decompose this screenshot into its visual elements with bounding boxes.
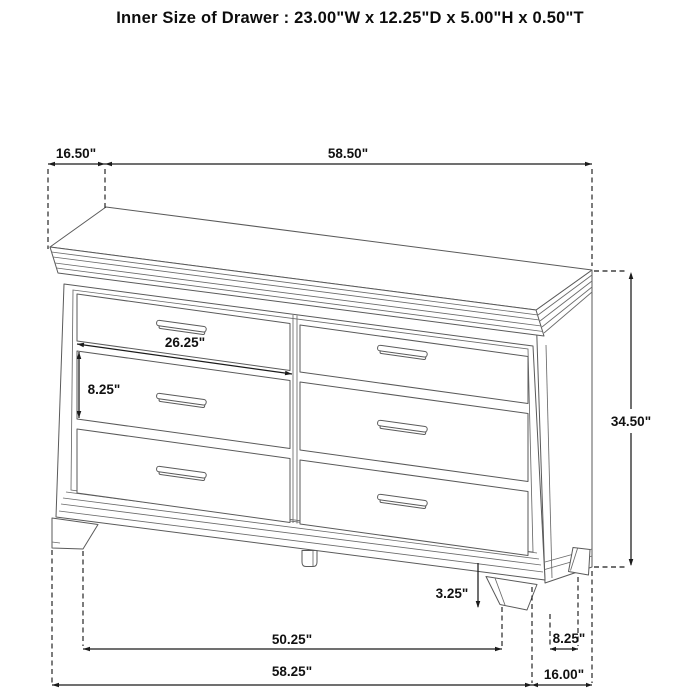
dim-front-leg-span-label: 50.25" — [271, 632, 313, 647]
dim-leg-height-label: 3.25" — [435, 586, 469, 601]
dim-overall-depth — [532, 571, 592, 687]
dresser-right-side — [536, 270, 592, 583]
dim-base-width-label: 58.25" — [271, 664, 313, 679]
leg-front-left — [52, 518, 98, 549]
dim-top-width-label: 58.50" — [327, 146, 369, 161]
dresser-figure — [50, 207, 592, 610]
leg-center — [302, 551, 317, 567]
dim-overall-height — [594, 271, 651, 567]
dim-side-leg-span-label: 8.25" — [552, 631, 586, 646]
leg-back-right — [569, 548, 591, 576]
dim-drawer-height-label: 8.25" — [87, 382, 121, 397]
dim-base-width — [52, 550, 532, 687]
dim-side-leg-span — [550, 577, 585, 651]
page-title: Inner Size of Drawer : 23.00"W x 12.25"D x 5.00"H x 0.50"T — [116, 9, 584, 27]
dim-overall-height-label: 34.50" — [610, 414, 652, 429]
dim-overall-depth-label: 16.00" — [543, 667, 585, 682]
dim-drawer-width-label: 26.25" — [164, 335, 206, 350]
dim-top-depth-label: 16.50" — [55, 146, 97, 161]
leg-front-right — [486, 577, 537, 611]
